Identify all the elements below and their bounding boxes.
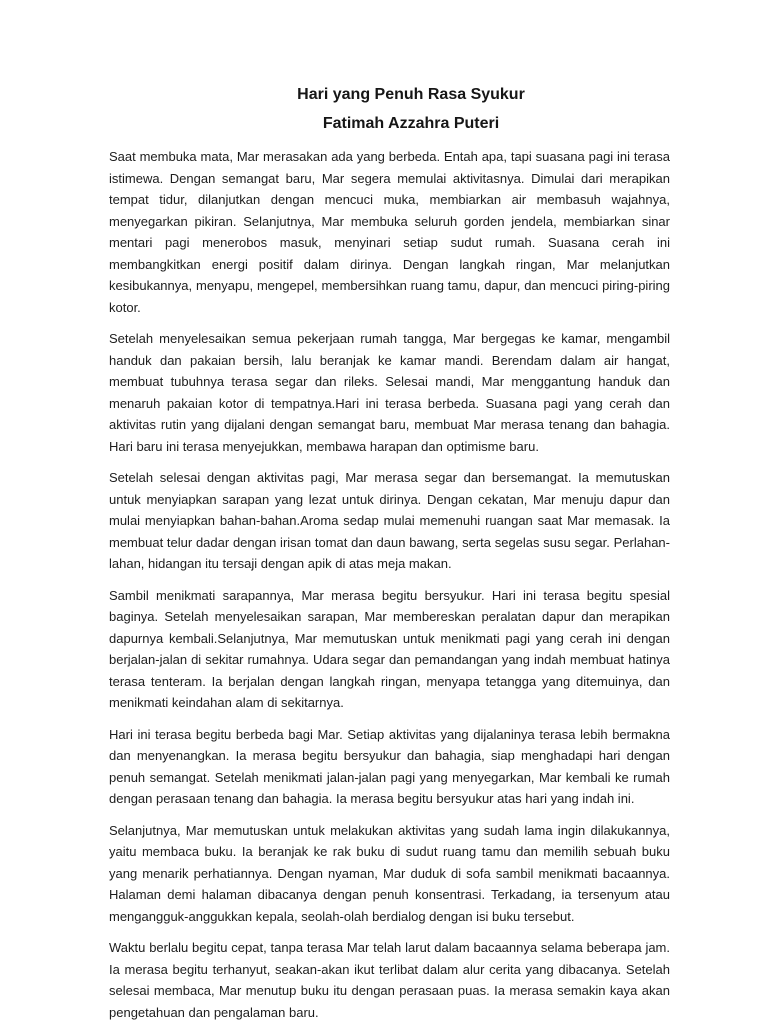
paragraph: Saat membuka mata, Mar merasakan ada yang berbeda. Entah apa, tapi suasana pagi ini terasa istimewa. Dengan semangat baru, Mar segera memulai aktivitasnya. Dimulai dari merapikan tempat tidur, dilanjutkan dengan mencuci muka, membiarkan air membasuh wajahnya, menyegarkan pikiran. Selanjutnya, Mar membuka seluruh gorden jendela, membiarkan sinar mentari pagi menerobos masuk, menyinari setiap sudut rumah. Suasana cerah ini membangkitkan energi positif dalam dirinya. Dengan langkah ringan, Mar melanjutkan kesibukannya, menyapu, mengepel, membersihkan ruang tamu, dapur, dan mencuci piring-piring kotor. (109, 149, 670, 315)
paragraph: Selanjutnya, Mar memutuskan untuk melakukan aktivitas yang sudah lama ingin dilakukannya, yaitu membaca buku. Ia beranjak ke rak buku di sudut ruang tamu dan memilih sebuah buku yang menarik perhatiannya. Dengan nyaman, Mar duduk di sofa sambil menikmati bacaannya. Halaman demi halaman dibacanya dengan penuh konsentrasi. Terkadang, ia tersenyum atau mengangguk-anggukkan kepala, seolah-olah berdialog dengan isi buku tersebut. (109, 822, 670, 924)
document-title: Hari yang Penuh Rasa Syukur (297, 86, 525, 103)
paragraph: Setelah menyelesaikan semua pekerjaan rumah tangga, Mar bergegas ke kamar, mengambil handuk dan pakaian bersih, lalu beranjak ke kamar mandi. Berendam dalam air hangat, membuat tubuhnya terasa segar dan rileks. Selesai mandi, Mar menggantung handuk dan menaruh pakaian kotor di tempatnya.Hari ini terasa berbeda. Suasana pagi yang cerah dan aktivitas rutin yang dijalani dengan semangat baru, membuat Mar merasa tenang dan bahagia. Hari baru ini terasa menyejukkan, membawa harapan dan optimisme baru. (109, 331, 670, 454)
document-heading (109, 84, 713, 135)
paragraph: Sambil menikmati sarapannya, Mar merasa begitu bersyukur. Hari ini terasa begitu spesial baginya. Setelah menyelesaikan sarapan, Mar membereskan peralatan dapur dan merapikan dapurnya kembali.Selanjutnya, Mar memutuskan untuk menikmati pagi yang cerah ini dengan berjalan-jalan di sekitar rumahnya. Udara segar dan pemandangan yang indah membuat hatinya terasa tenteram. Ia berjalan dengan langkah ringan, menyapa tetangga yang ditemuinya, dan menikmati keindahan alam di sekitarnya. (109, 587, 670, 710)
document-author: Fatimah Azzahra Puteri (322, 115, 500, 132)
document-body (109, 146, 670, 1024)
paragraph: Waktu berlalu begitu cepat, tanpa terasa Mar telah larut dalam bacaannya selama beberapa jam. Ia merasa begitu terhanyut, seakan-akan ikut terlibat dalam alur cerita yang dibacanya. Setelah selesai membaca, Mar menutup buku itu dengan perasaan puas. Ia merasa semakin kaya akan pengetahuan dan pengalaman baru. (109, 940, 670, 1020)
paragraph: Hari ini terasa begitu berbeda bagi Mar. Setiap aktivitas yang dijalaninya terasa lebih bermakna dan menyenangkan. Ia merasa begitu bersyukur dan bahagia, siap menghadapi hari dengan penuh semangat. Setelah menikmati jalan-jalan pagi yang menyegarkan, Mar kembali ke rumah dengan perasaan tenang dan bahagia. Ia merasa begitu bersyukur atas hari yang indah ini. (109, 726, 670, 806)
paragraph: Setelah selesai dengan aktivitas pagi, Mar merasa segar dan bersemangat. Ia memutuskan untuk menyiapkan sarapan yang lezat untuk dirinya. Dengan cekatan, Mar menuju dapur dan mulai menyiapkan bahan-bahan.Aroma sedap mulai memenuhi ruangan saat Mar memasak. Ia membuat telur dadar dengan irisan tomat dan daun bawang, serta segelas susu segar. Perlahan-lahan, hidangan itu tersaji dengan apik di atas meja makan. (109, 470, 670, 571)
